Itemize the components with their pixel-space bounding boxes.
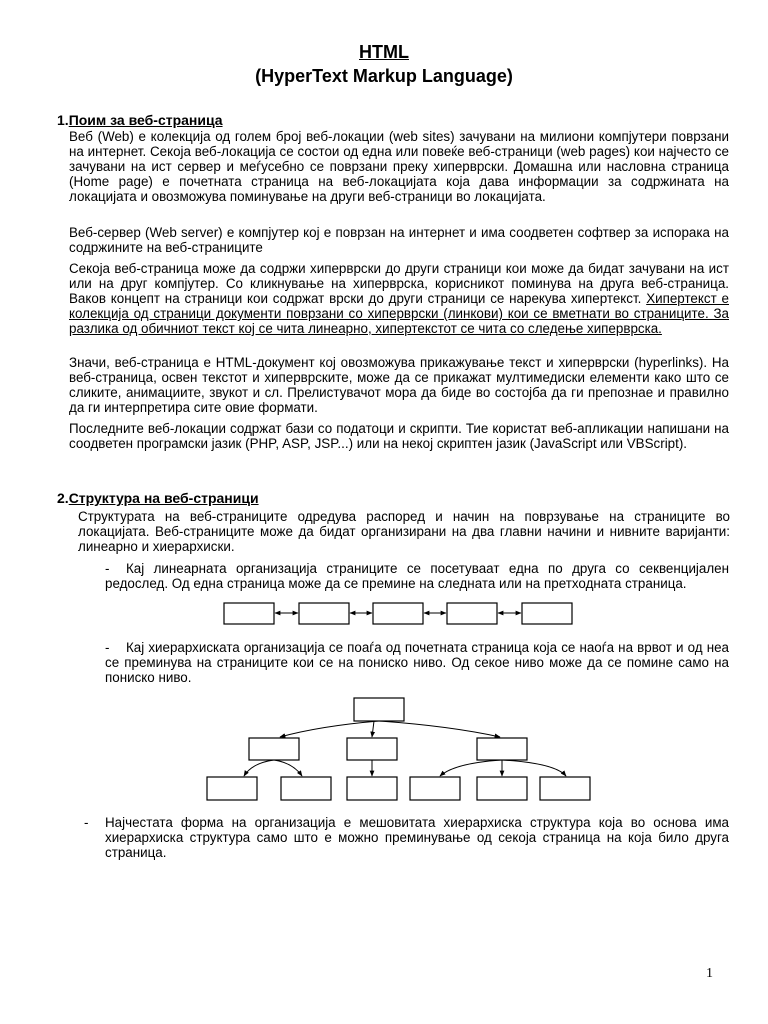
level-2-page-box <box>207 777 257 800</box>
bullet-linear-mark: - <box>105 561 110 576</box>
paragraph-structure: Структурата на веб-страниците одредува распоред и начин на поврзување на страниците во локацијата. Веб-страниците може да бидат организирани на два главни начини и нивните варијанти: линеарно и хиерархиски. <box>78 509 730 554</box>
section-2-number: 2. <box>57 490 69 506</box>
linear-page-box <box>522 603 572 624</box>
bullet-hierarchical-mark: - <box>105 640 110 655</box>
hypertext-definition: Хипертекст е колекција од страници документи поврзани со хиперврски (линкови) кои се вметнати во страниците. За разлика од обичниот текст кој се чита линеарно, хипертекстот се чита со следење хиперврска. <box>69 291 729 336</box>
section-2-title: Структура на веб-страници <box>68 490 259 506</box>
linear-structure-diagram <box>224 603 572 624</box>
paragraph-web-apps: Последните веб-локации содржат бази со податоци и скрипти. Тие користат веб-апликации напишани на соодветен програмски јазик (PHP, ASP, JSP...) или на некој скриптен јазик (JavaScript или VBScript). <box>69 421 729 451</box>
linear-page-box <box>373 603 423 624</box>
section-1-number: 1. <box>57 112 69 128</box>
level-2-page-box <box>347 777 397 800</box>
bullet-mixed-mark: - <box>84 815 89 830</box>
level-2-page-box <box>410 777 460 800</box>
hierarchical-structure-diagram <box>207 698 590 800</box>
paragraph-hypertext-plain: Секоја веб-страница може да содржи хиперврски до други страници кои може да бидат зачувани на ист или на друг компјутер. Со кликнување на хиперврска, корисникот поминува на друга веб-страница. Ваков концепт на страници кои содржат врски до други страници се нарекува хипертекст. <box>69 261 729 306</box>
level-2-page-box <box>281 777 331 800</box>
hierarchy-arrow <box>244 760 274 776</box>
paragraph-web-page: Значи, веб-страница е HTML-документ кој овозможува прикажување текст и хиперврски (hyperlinks). На веб-страница, освен текстот и хиперврските, може да се прикажат мултимедиски елементи како што се сликите, анимациите, звукот и сл. Прелистувачот мора да биде во состојба да ги препознае и правилно да ги интерпретира сите овие формати. <box>69 355 729 415</box>
bullet-hierarchical: Кај хиерархиската организација се поаѓа од почетната страница која се наоѓа на врвот и од неа се преминува на страниците кои се на пониско ниво. Од секое ниво може да се помине само на пониско ниво. <box>105 640 729 685</box>
level-1-page-box <box>477 738 527 760</box>
linear-page-box <box>299 603 349 624</box>
paragraph-web-server: Веб-сервер (Web server) е компјутер кој е поврзан на интернет и има соодветен софтвер за испорака на содржините на веб-страниците <box>69 225 729 255</box>
level-1-page-box <box>249 738 299 760</box>
hierarchy-arrow <box>274 760 302 776</box>
level-2-page-box <box>477 777 527 800</box>
hierarchy-arrow <box>440 760 502 776</box>
linear-page-box <box>447 603 497 624</box>
hierarchy-arrow <box>372 721 374 737</box>
hierarchy-arrow <box>280 721 379 737</box>
page-number: 1 <box>706 966 713 981</box>
paragraph-web: Веб (Web) е колекција од голем број веб-локации (web sites) зачувани на милиони компјутери поврзани на интернет. Секоја веб-локација се состои од една или повеќе веб-страници (web pages) кои најчесто се зачувани на ист сервер и меѓусебно се поврзани преку хиперврски. Домашна или насловна страница (Home page) е почетната страница на веб-локацијата која дава информации за содржината на локацијата и овозможува поминување на други веб-страници во локацијата. <box>69 129 729 204</box>
root-page-box <box>354 698 404 721</box>
hierarchy-arrow <box>379 721 500 737</box>
bullet-linear: Кај линеарната организација страниците се посетуваат една по друга со секвенцијален редослед. Од една страница може да се премине на следната или на претходната страница. <box>105 561 729 591</box>
level-2-page-box <box>540 777 590 800</box>
level-1-page-box <box>347 738 397 760</box>
section-1-title: Поим за веб-страница <box>68 112 223 128</box>
document-title: HTML <box>359 42 409 62</box>
document-subtitle: (HyperText Markup Language) <box>255 66 513 86</box>
hierarchy-arrow <box>502 760 566 776</box>
linear-page-box <box>224 603 274 624</box>
bullet-mixed: Најчестата форма на организација е мешовитата хиерархиска структура која во основа има хиерархиска структура само што е можно преминување од секоја страница на која било друга страница. <box>105 815 729 860</box>
